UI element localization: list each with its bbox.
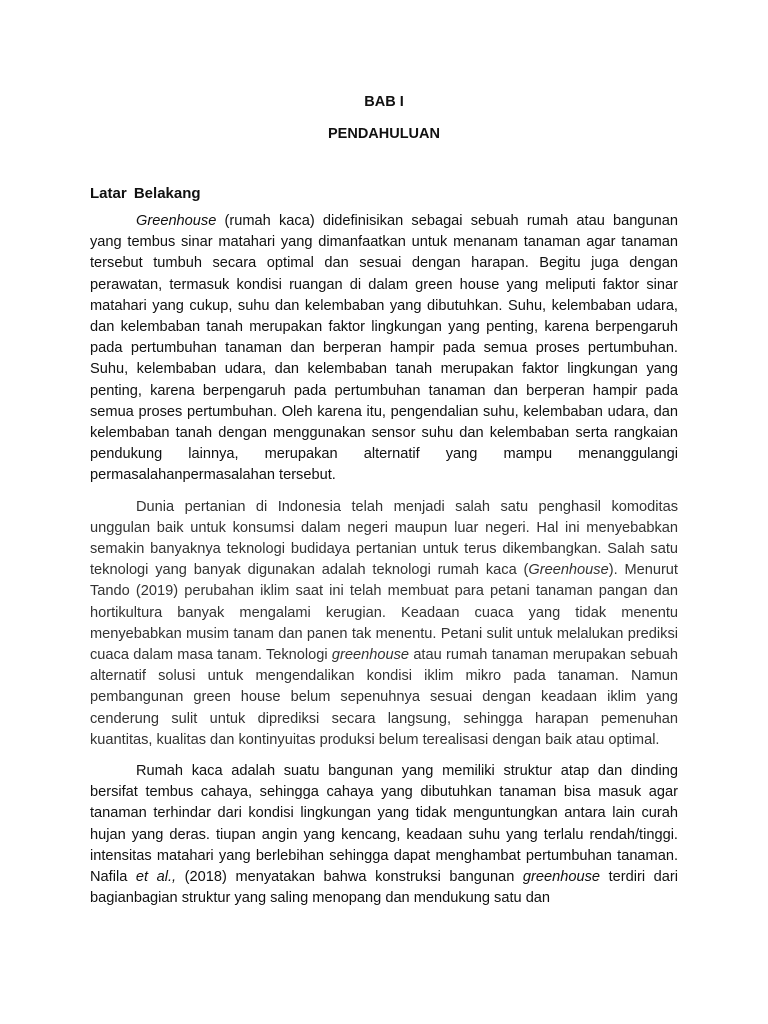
italic-term: Greenhouse [136, 213, 217, 229]
text-run: terdiri dari bagianbagian struktur yang saling menopang dan mendukung satu dan [90, 869, 678, 907]
text-run: Rumah kaca adalah suatu bangunan yang memiliki struktur atap dan dinding bersifat tembus cahaya, sehingga cahaya yang dibutuhkan tanaman bisa masuk agar tanaman terhindar dari kondisi lingkungan yang tidak menguntungkan antara lain curah hujan yang deras. tiupan angin yang kencang, keadaan suhu yang terlalu rendah/tinggi. intensitas matahari yang berlebihan sehingga dapat menghambat pertumbuhan tanaman. Nafila [90, 763, 678, 886]
text-run: Dunia pertanian di Indonesia telah menjadi salah satu penghasil komoditas unggulan baik untuk konsumsi dalam negeri maupun luar negeri. Hal ini menyebabkan semakin banyaknya teknologi budidaya pertanian untuk terus dikembangkan. Salah satu teknologi yang banyak digunakan adalah teknologi rumah kaca ( [90, 498, 678, 579]
text-run: ). Menurut Tando (2019) perubahan iklim saat ini telah membuat para petani tanaman pangan dan hortikultura banyak mengalami kerugian. Keadaan cuaca yang tidak menentu menyebabkan musim tanam dan panen tak menentu. Petani sulit untuk melalukan prediksi cuaca dalam masa tanam. Teknologi [90, 562, 678, 664]
text-run: (2018) menyatakan bahwa konstruksi bangunan [176, 869, 523, 886]
chapter-title: PENDAHULUAN [328, 126, 440, 142]
italic-term: greenhouse [522, 869, 600, 886]
italic-term: greenhouse [331, 647, 410, 664]
body-paragraph [90, 761, 678, 909]
text-run: atau rumah tanaman merupakan sebuah alternatif solusi untuk mengendalikan kondisi iklim mikro pada tanaman. Namun pembangunan green house belum sepenuhnya sesuai dengan keadaan iklim yang cenderung sulit untuk diprediksi secara langsung, sehingga harapan pemenuhan kuantitas, kualitas dan kontinyuitas produksi belum terealisasi dengan baik atau optimal. [90, 647, 678, 748]
italic-term: et al., [135, 869, 177, 886]
body-paragraph [90, 211, 678, 487]
italic-term: Greenhouse [528, 562, 609, 579]
section-heading: Latar Belakang [90, 185, 201, 202]
text-run: (rumah kaca) didefinisikan sebagai sebuah rumah atau bangunan yang tembus sinar matahari yang dimanfaatkan untuk menanam tanaman agar tanaman tersebut tumbuh secara optimal dan sesuai dengan harapan. Begitu juga dengan perawatan, termasuk kondisi ruangan di dalam green house yang meliputi faktor sinar matahari yang cukup, suhu dan kelembaban yang dibutuhkan. Suhu, kelembaban udara, dan kelembaban tanah merupakan faktor lingkungan yang penting, karena berpengaruh pada pertumbuhan tanaman dan berperan hampir pada semua proses pertumbuhan. Suhu, kelembaban udara, dan kelembaban tanah merupakan faktor lingkungan yang penting, karena berpengaruh pada pertumbuhan tanaman dan berperan hampir pada semua proses pertumbuhan. Oleh karena itu, pengendalian suhu, kelembaban udara, dan kelembaban tanah dengan menggunakan sensor suhu dan kelembaban serta rangkaian pendukung lainnya, merupakan alternatif yang mampu menanggulangi permasalahanpermasalahan tersebut. [90, 213, 678, 484]
body-paragraph [90, 497, 678, 751]
chapter-number: BAB I [364, 94, 404, 110]
